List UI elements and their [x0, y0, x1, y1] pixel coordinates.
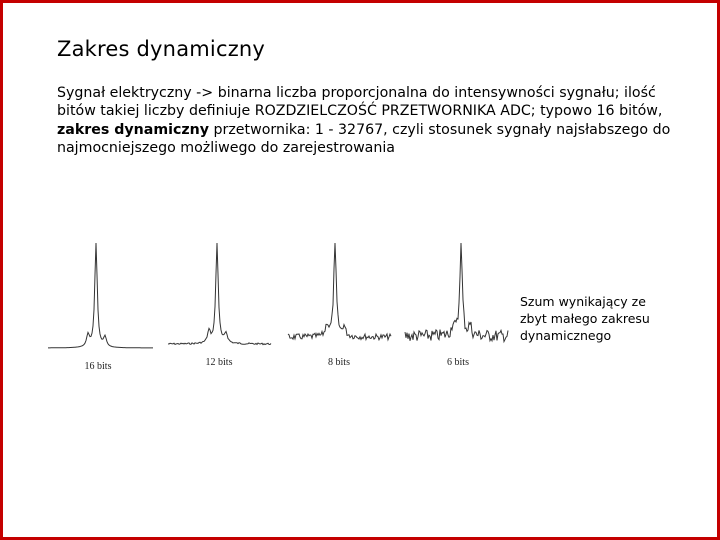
spectrum-6-bits-label: 6 bits	[447, 357, 469, 368]
spectrum-8-bits-trace	[288, 243, 391, 340]
body-text-bold: zakres dynamiczny	[57, 121, 210, 138]
slide-title: Zakres dynamiczny	[57, 37, 266, 61]
spectrum-16-bits	[48, 243, 153, 372]
spectrum-8-bits	[288, 243, 391, 368]
spectrum-12-bits-label: 12 bits	[205, 357, 233, 368]
spectrum-6-bits	[405, 243, 508, 368]
body-text-part1: Sygnał elektryczny -> binarna liczba proporcjonalna do intensywności sygnału; ilość bitów takiej liczby definiuje ROZDZIELCZOŚĆ PRZETWORNIKA ADC; typowo 16 bitów,	[57, 85, 663, 120]
spectrum-12-bits	[168, 243, 271, 368]
spectrum-12-bits-trace	[168, 243, 271, 345]
spectrum-6-bits-trace	[405, 243, 508, 342]
spectrum-8-bits-label: 8 bits	[328, 357, 350, 368]
spectra-figure	[43, 231, 523, 381]
body-paragraph	[57, 84, 677, 158]
spectrum-16-bits-label: 16 bits	[84, 361, 112, 372]
spectrum-16-bits-trace	[48, 243, 153, 348]
noise-note: Szum wynikający ze zbyt małego zakresu dynamicznego	[520, 294, 650, 343]
body-text-part2: przetwornika: 1 - 32767, czyli stosunek sygnały najsłabszego do najmocniejszego możliwego do zarejestrowania	[57, 121, 671, 157]
